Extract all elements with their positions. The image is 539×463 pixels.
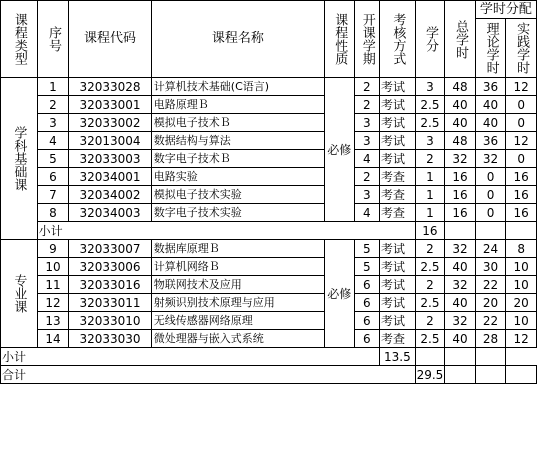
practice-hours-cell: 16 — [506, 186, 537, 204]
exam-cell: 考试 — [380, 312, 416, 330]
seq-cell: 9 — [37, 240, 69, 258]
practice-hours-cell: 16 — [506, 204, 537, 222]
exam-cell: 考试 — [380, 78, 416, 96]
empty-cell — [506, 222, 537, 240]
seq-cell: 3 — [37, 114, 69, 132]
category-cell: 学科基础课 — [1, 78, 38, 240]
seq-cell: 1 — [37, 78, 69, 96]
nature-cell: 必修 — [325, 240, 355, 348]
total-hours-cell: 40 — [445, 114, 476, 132]
practice-hours-cell: 10 — [506, 312, 537, 330]
code-cell: 32013004 — [69, 132, 152, 150]
exam-cell: 考试 — [380, 150, 416, 168]
name-cell: 模拟电子技术Ｂ — [151, 114, 324, 132]
empty-cell — [506, 366, 537, 384]
total-hours-cell: 16 — [445, 204, 476, 222]
exam-cell: 考试 — [380, 132, 416, 150]
name-cell: 无线传感器网络原理 — [151, 312, 324, 330]
theory-hours-cell: 22 — [475, 276, 506, 294]
theory-hours-cell: 0 — [475, 186, 506, 204]
total-hours-cell: 40 — [445, 330, 476, 348]
total-hours-cell: 48 — [445, 132, 476, 150]
total-hours-cell: 40 — [445, 294, 476, 312]
code-cell: 32033028 — [69, 78, 152, 96]
table-row — [1, 186, 537, 204]
credit-cell: 3 — [415, 78, 445, 96]
total-hours-cell: 40 — [445, 258, 476, 276]
code-cell: 32033011 — [69, 294, 152, 312]
name-cell: 数据结构与算法 — [151, 132, 324, 150]
table-row — [1, 312, 537, 330]
table-row — [1, 204, 537, 222]
exam-cell: 考查 — [380, 330, 416, 348]
table-row — [1, 78, 537, 96]
total-hours-cell: 32 — [445, 150, 476, 168]
empty-cell — [475, 366, 506, 384]
theory-hours-cell: 0 — [475, 204, 506, 222]
table-row — [1, 276, 537, 294]
code-cell: 32033007 — [69, 240, 152, 258]
code-cell: 32033002 — [69, 114, 152, 132]
total-hours-cell: 32 — [445, 276, 476, 294]
exam-cell: 考查 — [380, 168, 416, 186]
seq-cell: 7 — [37, 186, 69, 204]
total-hours-cell: 32 — [445, 240, 476, 258]
name-cell: 物联网技术及应用 — [151, 276, 324, 294]
exam-cell: 考查 — [380, 186, 416, 204]
header-code: 课程代码 — [69, 1, 152, 78]
name-cell: 计算机技术基础(C语言) — [151, 78, 324, 96]
header-seq: 序号 — [37, 1, 69, 78]
practice-hours-cell: 8 — [506, 240, 537, 258]
exam-cell: 考试 — [380, 96, 416, 114]
credit-cell: 1 — [415, 186, 445, 204]
theory-hours-cell: 28 — [475, 330, 506, 348]
header-theory-hours: 理论学时 — [475, 19, 506, 78]
theory-hours-cell: 40 — [475, 114, 506, 132]
seq-cell: 11 — [37, 276, 69, 294]
category-cell: 专业课 — [1, 240, 38, 348]
table-row — [1, 330, 537, 348]
subtotal-label: 小计 — [1, 348, 380, 366]
semester-cell: 6 — [354, 312, 379, 330]
table-row — [1, 96, 537, 114]
name-cell: 数字电子技术实验 — [151, 204, 324, 222]
seq-cell: 2 — [37, 96, 69, 114]
name-cell: 微处理器与嵌入式系统 — [151, 330, 324, 348]
total-hours-cell: 48 — [445, 78, 476, 96]
total-label: 合计 — [1, 366, 416, 384]
semester-cell: 6 — [354, 330, 379, 348]
exam-cell: 考试 — [380, 276, 416, 294]
credit-cell: 2.5 — [415, 258, 445, 276]
seq-cell: 10 — [37, 258, 69, 276]
header-total-hours: 总学时 — [445, 1, 476, 78]
semester-cell: 4 — [354, 150, 379, 168]
code-cell: 32034003 — [69, 204, 152, 222]
empty-cell — [445, 366, 476, 384]
theory-hours-cell: 22 — [475, 312, 506, 330]
code-cell: 32033016 — [69, 276, 152, 294]
semester-cell: 6 — [354, 294, 379, 312]
theory-hours-cell: 32 — [475, 150, 506, 168]
credit-cell: 2.5 — [415, 96, 445, 114]
nature-cell: 必修 — [325, 78, 355, 222]
total-hours-cell: 16 — [445, 186, 476, 204]
credit-cell: 2.5 — [415, 114, 445, 132]
name-cell: 数字电子技术Ｂ — [151, 150, 324, 168]
name-cell: 电路原理Ｂ — [151, 96, 324, 114]
theory-hours-cell: 30 — [475, 258, 506, 276]
seq-cell: 4 — [37, 132, 69, 150]
semester-cell: 3 — [354, 132, 379, 150]
theory-hours-cell: 36 — [475, 78, 506, 96]
empty-cell — [445, 348, 476, 366]
code-cell: 32033030 — [69, 330, 152, 348]
credit-cell: 1 — [415, 204, 445, 222]
credit-cell: 2 — [415, 276, 445, 294]
table-row — [1, 294, 537, 312]
seq-cell: 6 — [37, 168, 69, 186]
header-semester: 开课学期 — [354, 1, 379, 78]
practice-hours-cell: 10 — [506, 276, 537, 294]
subtotal-credit: 13.5 — [380, 348, 416, 366]
header-category: 课程类型 — [1, 1, 38, 78]
name-cell: 电路实验 — [151, 168, 324, 186]
subtotal-row — [1, 348, 537, 366]
semester-cell: 3 — [354, 114, 379, 132]
semester-cell: 2 — [354, 96, 379, 114]
total-hours-cell: 32 — [445, 312, 476, 330]
practice-hours-cell: 12 — [506, 330, 537, 348]
practice-hours-cell: 0 — [506, 96, 537, 114]
table-row — [1, 240, 537, 258]
code-cell: 32033006 — [69, 258, 152, 276]
practice-hours-cell: 12 — [506, 78, 537, 96]
table-row — [1, 114, 537, 132]
table-row — [1, 132, 537, 150]
theory-hours-cell: 24 — [475, 240, 506, 258]
credit-cell: 1 — [415, 168, 445, 186]
empty-cell — [475, 222, 506, 240]
theory-hours-cell: 0 — [475, 168, 506, 186]
credit-cell: 3 — [415, 132, 445, 150]
subtotal-credit: 16 — [415, 222, 445, 240]
seq-cell: 8 — [37, 204, 69, 222]
code-cell: 32033001 — [69, 96, 152, 114]
semester-cell: 2 — [354, 78, 379, 96]
table-row — [1, 150, 537, 168]
practice-hours-cell: 0 — [506, 114, 537, 132]
total-row — [1, 366, 537, 384]
seq-cell: 14 — [37, 330, 69, 348]
exam-cell: 考试 — [380, 294, 416, 312]
seq-cell: 12 — [37, 294, 69, 312]
exam-cell: 考试 — [380, 240, 416, 258]
credit-cell: 2.5 — [415, 294, 445, 312]
name-cell: 模拟电子技术实验 — [151, 186, 324, 204]
semester-cell: 2 — [354, 168, 379, 186]
empty-cell — [475, 348, 506, 366]
code-cell: 32034001 — [69, 168, 152, 186]
header-hours-group: 学时分配 — [475, 1, 536, 19]
empty-cell — [445, 222, 476, 240]
subtotal-label: 小计 — [37, 222, 415, 240]
semester-cell: 5 — [354, 240, 379, 258]
code-cell: 32034002 — [69, 186, 152, 204]
header-practice-hours: 实践学时 — [506, 19, 537, 78]
total-credit: 29.5 — [416, 367, 444, 382]
exam-cell: 考查 — [380, 204, 416, 222]
theory-hours-cell: 20 — [475, 294, 506, 312]
exam-cell: 考试 — [380, 258, 416, 276]
total-hours-cell: 16 — [445, 168, 476, 186]
code-cell: 32033010 — [69, 312, 152, 330]
header-name: 课程名称 — [151, 1, 324, 78]
header-exam: 考核方式 — [380, 1, 416, 78]
seq-cell: 13 — [37, 312, 69, 330]
theory-hours-cell: 36 — [475, 132, 506, 150]
credit-cell: 2 — [415, 240, 445, 258]
semester-cell: 5 — [354, 258, 379, 276]
code-cell: 32033003 — [69, 150, 152, 168]
practice-hours-cell: 20 — [506, 294, 537, 312]
practice-hours-cell: 16 — [506, 168, 537, 186]
theory-hours-cell: 40 — [475, 96, 506, 114]
practice-hours-cell: 0 — [506, 150, 537, 168]
practice-hours-cell: 10 — [506, 258, 537, 276]
name-cell: 数据库原理Ｂ — [151, 240, 324, 258]
semester-cell: 3 — [354, 186, 379, 204]
empty-cell — [415, 348, 445, 366]
name-cell: 计算机网络Ｂ — [151, 258, 324, 276]
semester-cell: 4 — [354, 204, 379, 222]
table-row — [1, 168, 537, 186]
semester-cell: 6 — [354, 276, 379, 294]
credit-cell: 2 — [415, 312, 445, 330]
name-cell: 射频识别技术原理与应用 — [151, 294, 324, 312]
credit-cell: 2.5 — [415, 330, 445, 348]
header-nature: 课程性质 — [325, 1, 355, 78]
credit-cell: 2 — [415, 150, 445, 168]
total-hours-cell: 40 — [445, 96, 476, 114]
practice-hours-cell: 12 — [506, 132, 537, 150]
seq-cell: 5 — [37, 150, 69, 168]
header-credit: 学分 — [415, 1, 445, 78]
table-row — [1, 258, 537, 276]
subtotal-row — [1, 222, 537, 240]
exam-cell: 考试 — [380, 114, 416, 132]
